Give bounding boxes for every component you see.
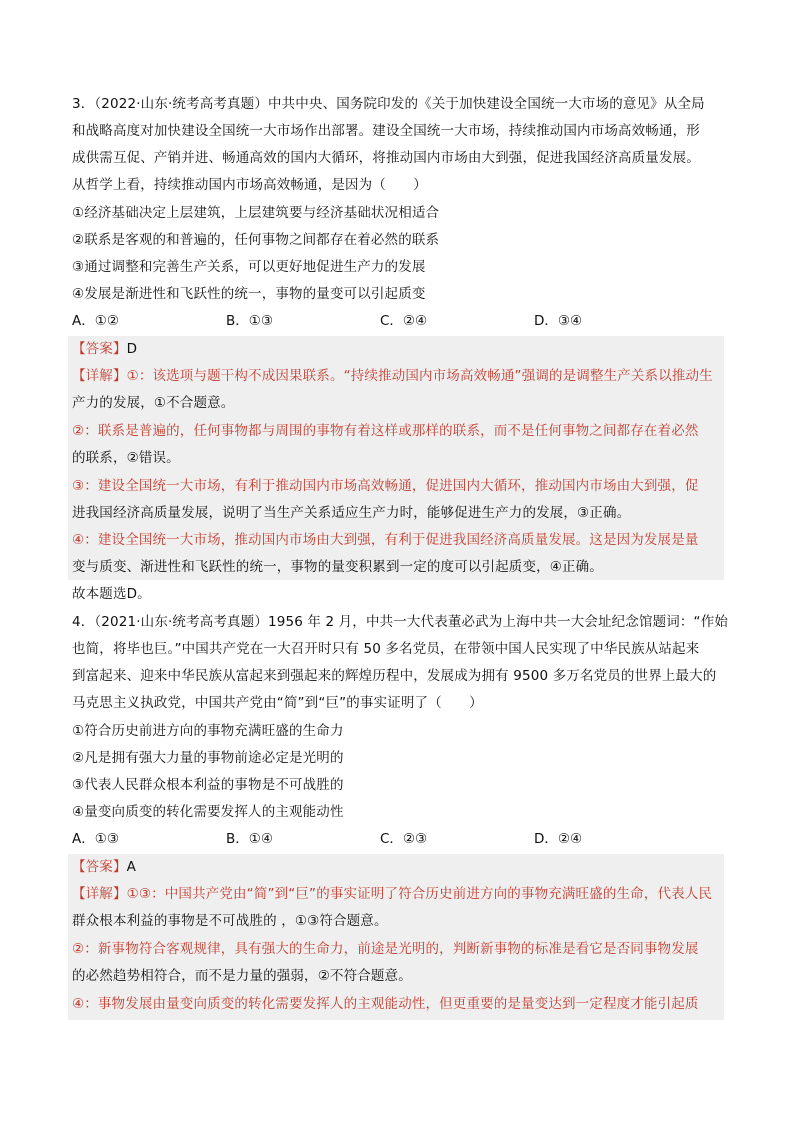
explain-label: 【详解】 [72,886,127,902]
q3-stem-line-4: 从哲学上看，持续推动国内市场高效畅通，是因为（ ） [72,177,427,193]
q4-explain-2b: 的必然趋势相符合，而不是力量的强弱，②不符合题意。 [72,968,412,984]
answer-label: 【答案】 [72,341,127,357]
q3-statement-1: ①经济基础决定上层建筑，上层建筑要与经济基础状况相适合 [72,205,440,221]
explain-label: 【详解】 [72,368,127,384]
q3-answer [72,339,137,359]
q4-stem-line-1: 4．（2021·山东·统考高考真题）1956 年 2 月，中共一大代表董必武为上海中共一大会址纪念馆题词：“作始 [72,614,728,630]
q3-explain-2a: ②：联系是普遍的，任何事物都与周围的事物有着这样或那样的联系，而不是任何事物之间都存在着必然 [72,423,699,439]
q3-explain-3a: ③：建设全国统一大市场，有利于推动国内市场高效畅通，促进国内大循环，推动国内市场由大到强，促 [72,478,699,494]
answer-value: A [126,859,136,875]
q4-statement-2: ②凡是拥有强大力量的事物前途必定是光明的 [72,750,344,766]
q4-option-a: A．①③ [72,831,119,847]
explain-text: ①：该选项与题干构不成因果联系。“持续推动国内市场高效畅通”强调的是调整生产关系以推动生 [126,368,713,384]
q4-explain-2a: ②：新事物符合客观规律，具有强大的生命力，前途是光明的，判断新事物的标准是看它是否同事物发展 [72,941,699,957]
q3-explain-4a: ④：建设全国统一大市场，推动国内市场由大到强，有利于促进我国经济高质量发展。这是因为发展是量 [72,532,699,548]
q3-option-c: C．②④ [380,313,428,329]
answer-value: D [126,341,138,357]
q4-statement-4: ④量变向质变的转化需要发挥人的主观能动性 [72,804,344,820]
q4-explain-1b: 群众根本利益的事物是不可战胜的 ，①③符合题意。 [72,913,388,929]
q4-explain-3a: ④：事物发展由量变向质变的转化需要发挥人的主观能动性，但更重要的是量变达到一定程度才能引起质 [72,996,699,1012]
q3-conclusion: 故本题选D。 [72,586,151,602]
q3-statement-4: ④发展是渐进性和飞跃性的统一，事物的量变可以引起质变 [72,286,426,302]
q4-option-b: B．①④ [226,831,273,847]
q3-explain-4b: 变与质变、渐进性和飞跃性的统一，事物的量变积累到一定的度可以引起质变，④正确。 [72,559,603,575]
q4-option-d: D．②④ [534,831,583,847]
q3-stem-line-2: 和战略高度对加快建设全国统一大市场作出部署。建设全国统一大市场，持续推动国内市场高效畅通，形 [72,123,700,139]
q3-explain-2b: 的联系，②错误。 [72,450,180,466]
explain-text: ①③：中国共产党由“简”到“巨”的事实证明了符合历史前进方向的事物充满旺盛的生命，代表人民 [126,886,713,902]
q4-statement-1: ①符合历史前进方向的事物充满旺盛的生命力 [72,723,344,739]
q4-option-c: C．②③ [380,831,428,847]
answer-label: 【答案】 [72,859,127,875]
q3-option-b: B．①③ [226,313,273,329]
q4-stem-line-4: 马克思主义执政党，中国共产党由“简”到“巨”的事实证明了（ ） [72,695,483,711]
q3-explain-1b: 产力的发展，①不合题意。 [72,395,235,411]
q4-statement-3: ③代表人民群众根本利益的事物是不可战胜的 [72,777,344,793]
q3-option-d: D．③④ [534,313,583,329]
q4-stem-line-2: 也简，将毕也巨。”中国共产党在一大召开时只有 50 多名党员，在带领中国人民实现了中华民族从站起来 [72,641,700,657]
q3-option-a: A．①② [72,313,119,329]
q3-explain-3b: 进我国经济高质量发展，说明了当生产关系适应生产力时，能够促进生产力的发展，③正确。 [72,505,631,521]
q3-statement-2: ②联系是客观的和普遍的，任何事物之间都存在着必然的联系 [72,232,440,248]
q3-stem-line-1: 3．（2022·山东·统考高考真题）中共中央、国务院印发的《关于加快建设全国统一大市场的意见》从全局 [72,96,705,112]
q3-statement-3: ③通过调整和完善生产关系，可以更好地促进生产力的发展 [72,259,426,275]
q3-explain-1a [72,366,713,386]
q4-explain-1a [72,884,712,904]
q3-stem-line-3: 成供需互促、产销并进、畅通高效的国内大循环，将推动国内市场由大到强，促进我国经济高质量发展。 [72,150,700,166]
q4-answer [72,857,136,877]
q4-stem-line-3: 到富起来、迎来中华民族从富起来到强起来的辉煌历程中，发展成为拥有 9500 多万名党员的世界上最大的 [72,668,717,684]
